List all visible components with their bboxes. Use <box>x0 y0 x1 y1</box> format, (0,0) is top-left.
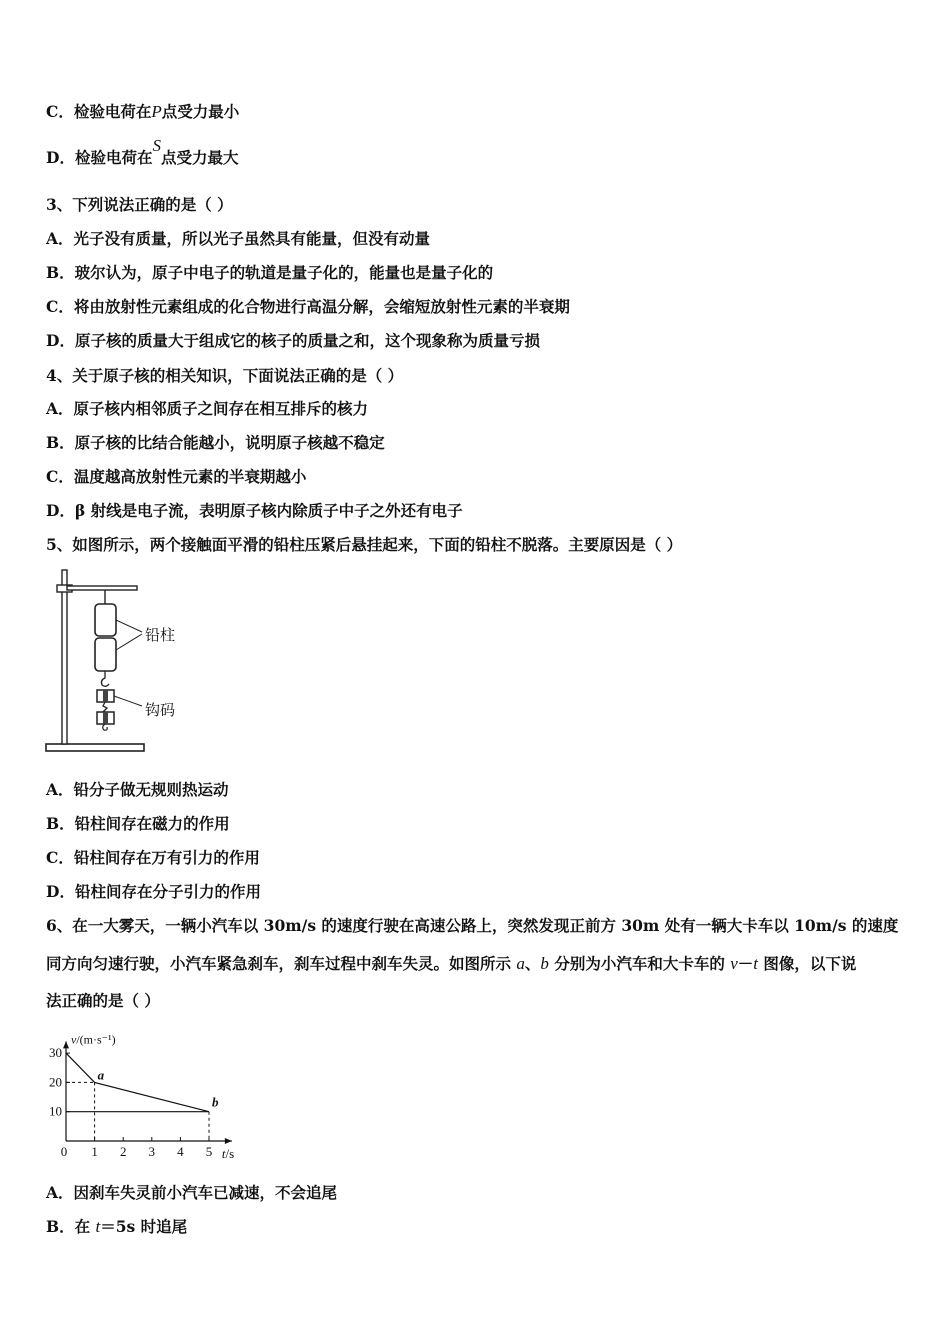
stand-pole <box>62 570 67 744</box>
q6-stem-line2 <box>46 954 856 974</box>
q4-option-c: C．温度越高放射性元素的半衰期越小 <box>46 467 307 486</box>
q2-option-c-var: P <box>151 102 162 121</box>
x-tick-label: 0 <box>60 1144 68 1159</box>
q2-option-d-post: 点受力最大 <box>160 148 239 167</box>
x-tick-label: 5 <box>205 1144 213 1159</box>
q6-option-b-var: t <box>95 1217 101 1236</box>
q6-line2-a: a <box>516 954 525 973</box>
q6-line2-pre: 同方向匀速行驶，小汽车紧急刹车，刹车过程中刹车失灵。如图所示 <box>46 954 517 973</box>
q4-option-d: D．β 射线是电子流，表明原子核内除质子中子之外还有电子 <box>46 501 463 520</box>
stand-base <box>46 744 144 751</box>
q3-option-c: C．将由放射性元素组成的化合物进行高温分解，会缩短放射性元素的半衰期 <box>46 297 570 316</box>
lead-cylinder-label: 铅柱 <box>145 626 176 644</box>
stand-arm <box>67 586 137 590</box>
q3-option-a: A．光子没有质量，所以光子虽然具有能量，但没有动量 <box>46 229 431 248</box>
lead-cylinder-figure <box>40 566 200 758</box>
q6-line2-t: t <box>753 954 759 973</box>
q2-option-c <box>46 102 239 122</box>
q6-stem-line1: 6、在一大雾天，一辆小汽车以 30m/s 的速度行驶在高速公路上，突然发现正前方 30m 处有一辆大卡车以 10m/s 的速度 <box>46 916 899 935</box>
q5-option-d: D．铅柱间存在分子引力的作用 <box>46 882 261 901</box>
q2-option-c-pre: C．检验电荷在 <box>46 102 152 121</box>
q6-option-b <box>46 1217 187 1237</box>
x-axis-arrow <box>225 1138 232 1144</box>
y-tick-label: 20 <box>49 1074 62 1090</box>
q4-option-b: B．原子核的比结合能越小，说明原子核越不稳定 <box>46 433 385 452</box>
q5-option-a: A．铅分子做无规则热运动 <box>46 780 229 799</box>
q6-line2-dash: － <box>737 954 754 973</box>
series-label-b: b <box>212 1094 219 1110</box>
x-axis-label: t/s <box>221 1146 235 1161</box>
q6-option-a: A．因刹车失灵前小汽车已减速，不会追尾 <box>46 1183 338 1202</box>
q4-stem: 4、关于原子核的相关知识，下面说法正确的是（ ） <box>46 366 404 385</box>
x-tick-label: 1 <box>91 1144 98 1159</box>
q3-stem: 3、下列说法正确的是（ ） <box>46 195 233 214</box>
x-tick-label: 3 <box>148 1144 156 1159</box>
y-tick-label: 30 <box>49 1045 62 1061</box>
vt-chart <box>40 1016 250 1166</box>
q2-option-d-var: S <box>152 136 161 155</box>
q2-option-d <box>46 136 239 168</box>
q5-stem: 5、如图所示，两个接触面平滑的铅柱压紧后悬挂起来，下面的铅柱不脱落。主要原因是（ ） <box>46 535 683 554</box>
q6-option-b-post: ＝5s 时追尾 <box>100 1217 188 1236</box>
q5-option-c: C．铅柱间存在万有引力的作用 <box>46 848 260 867</box>
q6-line2-mid2: 分别为小汽车和大卡车的 <box>548 954 731 973</box>
q6-line2-post: 图像，以下说 <box>758 954 857 973</box>
q6-line2-b: b <box>540 954 549 973</box>
y-axis-label: v/(m·s⁻¹) <box>71 1032 116 1047</box>
q6-line2-mid: 、 <box>524 954 541 973</box>
q2-option-d-pre: D．检验电荷在 <box>46 148 153 167</box>
q5-option-b: B．铅柱间存在磁力的作用 <box>46 814 230 833</box>
lower-lead-cylinder <box>95 638 116 671</box>
q6-option-b-pre: B．在 <box>46 1217 96 1236</box>
series-label-a: a <box>97 1067 105 1083</box>
weight-label: 钩码 <box>145 701 176 719</box>
q6-stem-line3: 法正确的是（ ） <box>46 991 160 1010</box>
upper-lead-cylinder <box>95 604 116 636</box>
x-tick-label: 4 <box>177 1144 184 1159</box>
y-axis-arrow <box>63 1041 69 1048</box>
y-tick-label: 10 <box>49 1103 62 1119</box>
q4-option-a: A．原子核内相邻质子之间存在相互排斥的核力 <box>46 399 369 418</box>
series-line-a <box>66 1053 209 1112</box>
q3-option-b: B．玻尔认为，原子中电子的轨道是量子化的，能量也是量子化的 <box>46 263 494 282</box>
x-tick-label: 2 <box>119 1144 127 1159</box>
q2-option-c-post: 点受力最小 <box>161 102 240 121</box>
q3-option-d: D．原子核的质量大于组成它的核子的质量之和，这个现象称为质量亏损 <box>46 331 540 350</box>
q6-line2-v: v <box>730 954 738 973</box>
